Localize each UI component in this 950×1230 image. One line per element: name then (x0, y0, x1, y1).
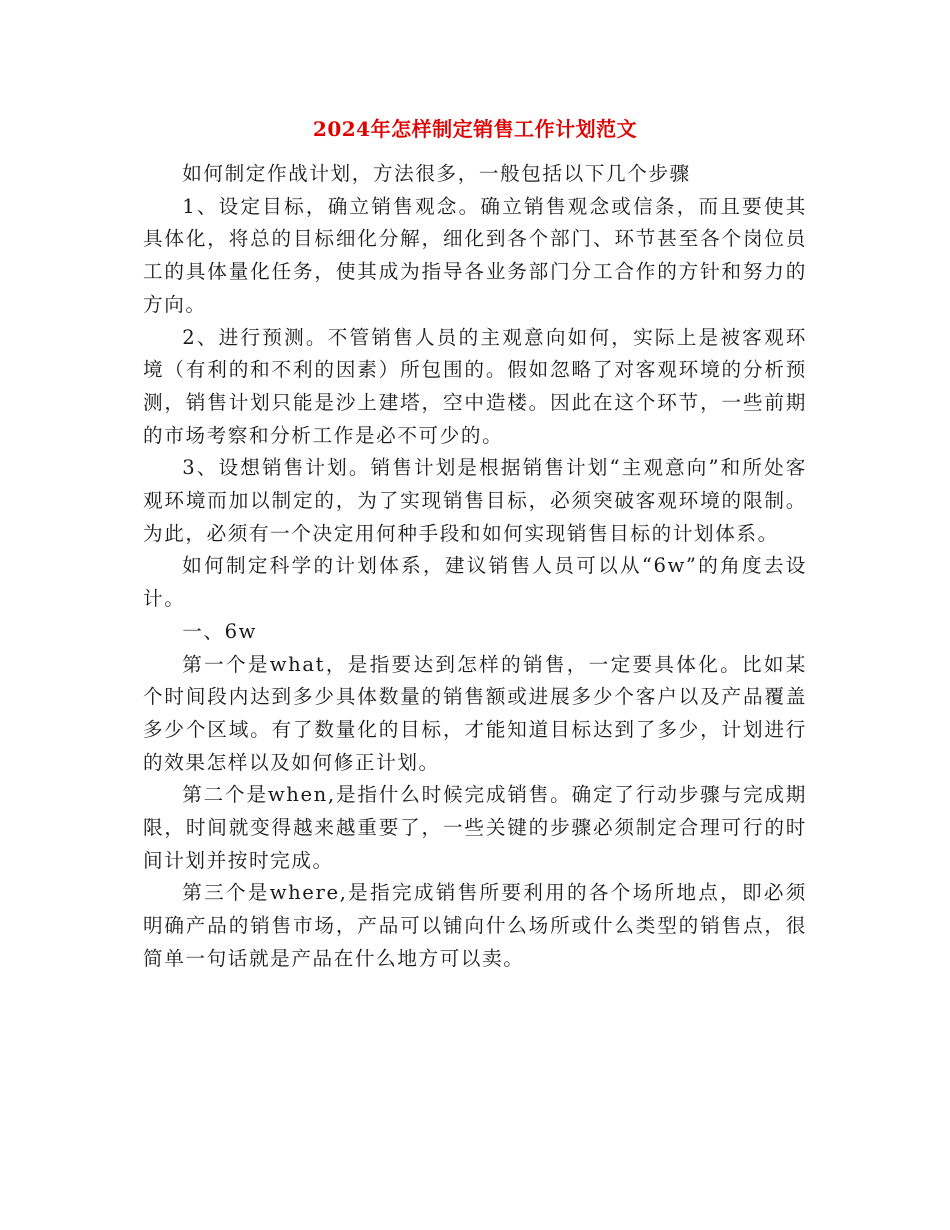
paragraph-what: 第一个是what，是指要达到怎样的销售，一定要具体化。比如某个时间段内达到多少具体数量的销售额或进展多少个客户以及产品覆盖多少个区域。有了数量化的目标，才能知道目标达到了多少，计划进行的效果怎样以及如何修正计划。 (143, 652, 807, 774)
paragraph-6w-intro: 如何制定科学的计划体系，建议销售人员可以从“6w”的角度去设计。 (143, 554, 807, 611)
paragraph-intro: 如何制定作战计划，方法很多，一般包括以下几个步骤 (182, 162, 691, 185)
document-body (143, 158, 807, 976)
section-heading-6w: 一、6w (182, 619, 258, 643)
paragraph-step-2: 2、进行预测。不管销售人员的主观意向如何，实际上是被客观环境（有利的和不利的因素）所包围的。假如忽略了对客观环境的分析预测，销售计划只能是沙上建塔，空中造楼。因此在这个环节，一些前期的市场考察和分析工作是必不可少的。 (143, 325, 807, 447)
document-title: 2024年怎样制定销售工作计划范文 (312, 117, 638, 141)
paragraph-when: 第二个是when,是指什么时候完成销售。确定了行动步骤与完成期限，时间就变得越来越重要了，一些关键的步骤必须制定合理可行的时间计划并按时完成。 (143, 783, 807, 872)
paragraph-where: 第三个是where,是指完成销售所要利用的各个场所地点，即必须明确产品的销售市场，产品可以铺向什么场所或什么类型的销售点，很简单一句话就是产品在什么地方可以卖。 (143, 881, 807, 970)
paragraph-step-3: 3、设想销售计划。销售计划是根据销售计划“主观意向”和所处客观环境而加以制定的，为了实现销售目标，必须突破客观环境的限制。为此，必须有一个决定用何种手段和如何实现销售目标的计划体系。 (143, 456, 807, 545)
paragraph-step-1: 1、设定目标，确立销售观念。确立销售观念或信条，而且要使其具体化，将总的目标细化分解，细化到各个部门、环节甚至各个岗位员工的具体量化任务，使其成为指导各业务部门分工合作的方针和努力的方向。 (143, 194, 807, 316)
